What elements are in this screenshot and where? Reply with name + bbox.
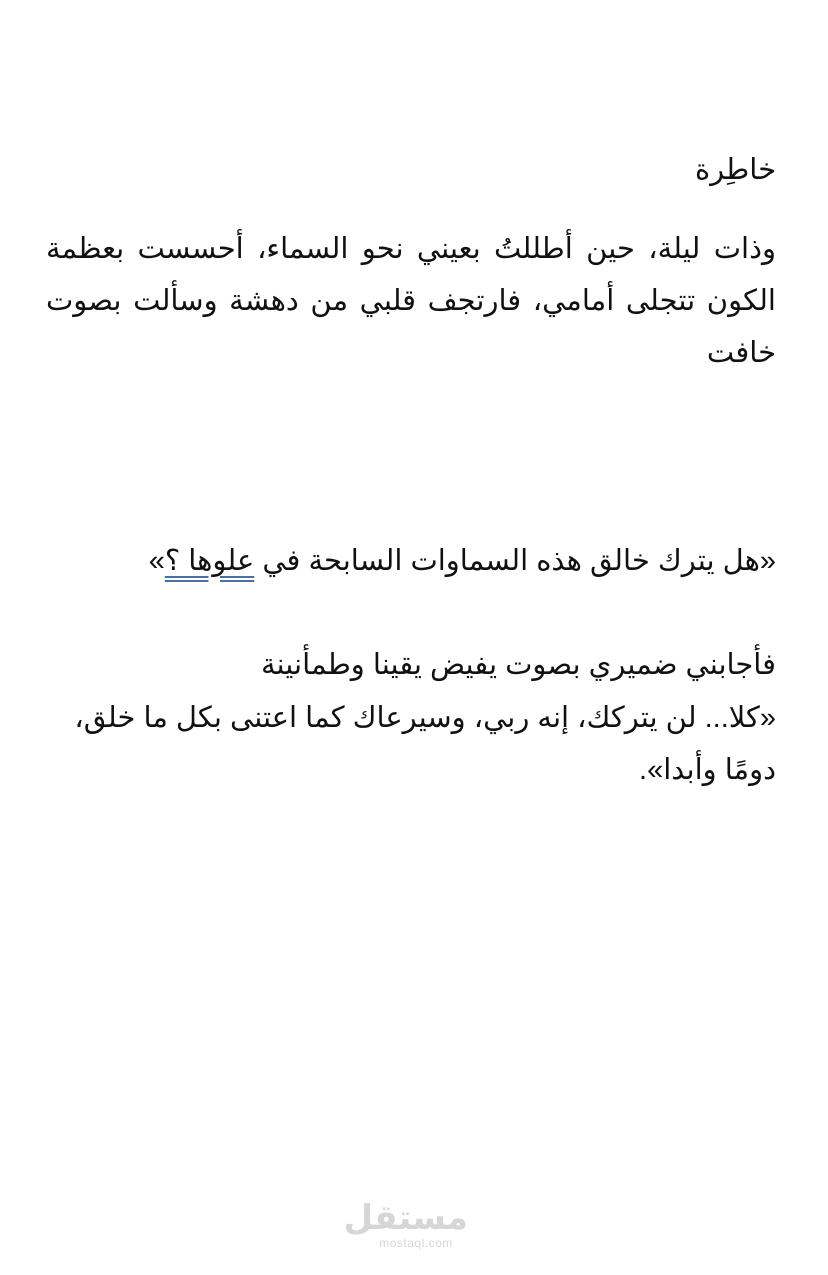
watermark-logo-text: مستقل [343,1199,468,1237]
document-title: خاطِرة [694,154,776,186]
mostaql-watermark [343,1199,468,1250]
opening-paragraph: وذات ليلة، حين أطللتُ بعيني نحو السماء، أحسست بعظمة الكون تتجلى أمامي، فارتجف قلبي من دهشة وسألت بصوت خافت [46,233,776,369]
reply-line: فأجابني ضميري بصوت يفيض يقينا وطمأنينة [261,649,776,681]
closing-quote: » [148,545,165,577]
underlined-phrase: علوها ؟ [164,545,255,577]
answer-paragraph: «كلا... لن يتركك، إنه ربي، وسيرعاك كما اعتنى بكل ما خلق، دومًا وأبدا». [74,702,776,786]
question-line [46,535,776,587]
watermark-url: mostaql.com [379,1236,453,1250]
question-text: «هل يترك خالق هذه السماوات السابحة في [254,545,776,577]
